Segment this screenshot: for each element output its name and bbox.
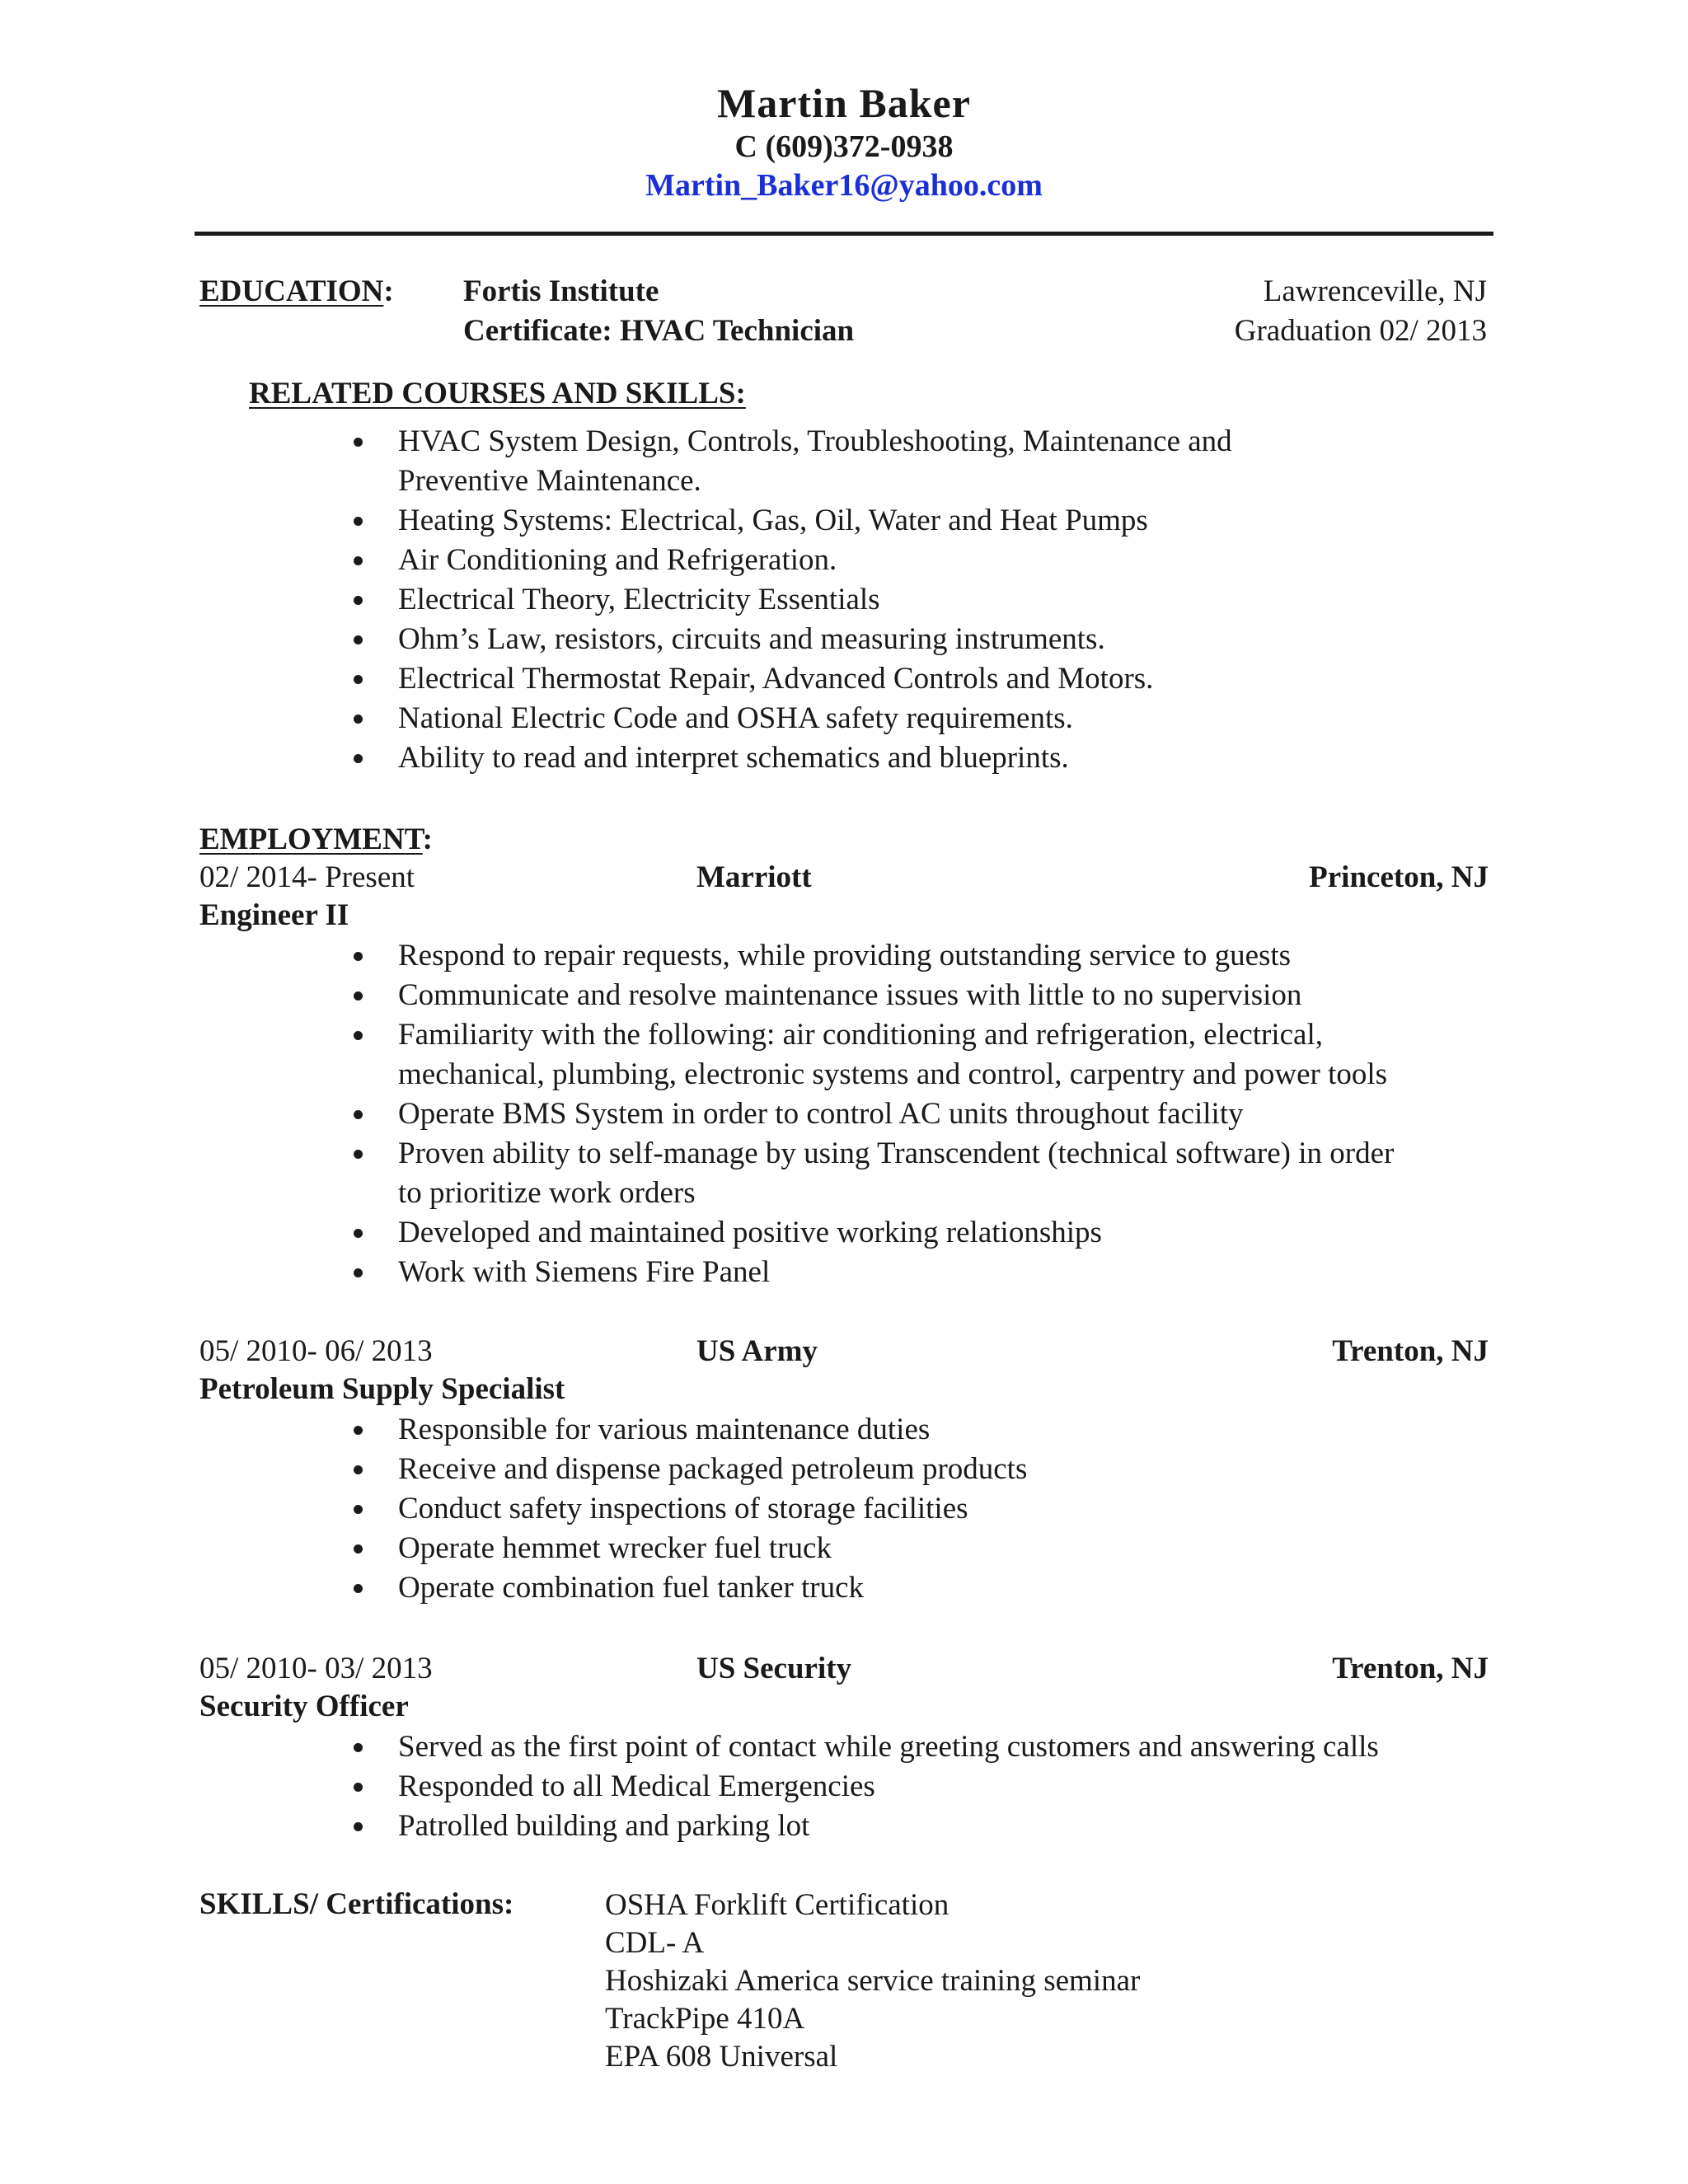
bullet-icon — [354, 1783, 363, 1792]
list-item — [398, 541, 1232, 580]
skills-heading: SKILLS/ Certifications: — [199, 1887, 514, 1921]
courses-list — [398, 422, 1232, 778]
list-item — [398, 501, 1232, 541]
bullet-icon — [354, 1268, 363, 1277]
list-item-line: Patrolled building and parking lot — [398, 1809, 810, 1843]
list-item-line: Heating Systems: Electrical, Gas, Oil, Water and Heat Pumps — [398, 504, 1148, 537]
skill-item: Hoshizaki America service training seminar — [605, 1964, 1141, 1998]
list-item — [398, 1807, 1379, 1846]
job-title: Petroleum Supply Specialist — [199, 1372, 565, 1406]
list-item-line: Ability to read and interpret schematics and blueprints. — [398, 741, 1069, 775]
job-location: Trenton, NJ — [1332, 1334, 1489, 1368]
list-item-line: Operate BMS System in order to control AC units throughout facility — [398, 1097, 1244, 1131]
bullet-icon — [354, 438, 363, 447]
bullet-icon — [354, 675, 363, 684]
list-item-line: National Electric Code and OSHA safety requirements. — [398, 701, 1073, 735]
bullet-icon — [354, 1544, 363, 1554]
bullet-icon — [354, 596, 363, 605]
bullet-icon — [354, 754, 363, 763]
job-employer: US Army — [696, 1334, 818, 1368]
bullet-icon — [354, 1150, 363, 1159]
job-location: Princeton, NJ — [1309, 860, 1489, 894]
list-item — [398, 699, 1232, 738]
candidate-name: Martin Baker — [717, 80, 971, 126]
list-item — [398, 976, 1394, 1015]
bullet-icon — [354, 991, 363, 1001]
list-item — [398, 1767, 1379, 1807]
list-item-line: Air Conditioning and Refrigeration. — [398, 543, 837, 577]
list-item-line: Respond to repair requests, while providing outstanding service to guests — [398, 939, 1292, 972]
skill-item: OSHA Forklift Certification — [605, 1888, 950, 1922]
list-item-line: Operate combination fuel tanker truck — [398, 1571, 865, 1605]
job-duties-list — [398, 1410, 1027, 1608]
list-item-line: Ohm’s Law, resistors, circuits and measuring instruments. — [398, 622, 1105, 656]
job-employer: Marriott — [696, 860, 812, 894]
certificate: Certificate: HVAC Technician — [463, 314, 855, 348]
job-dates: 05/ 2010- 06/ 2013 — [199, 1334, 433, 1368]
bullet-icon — [354, 556, 363, 565]
skill-item: EPA 608 Universal — [605, 2040, 838, 2074]
skill-item: CDL- A — [605, 1926, 705, 1960]
list-item — [398, 1529, 1027, 1568]
job-duties-list — [398, 1727, 1379, 1846]
bullet-icon — [354, 1584, 363, 1593]
list-item — [398, 1253, 1394, 1292]
list-item-line: Proven ability to self-manage by using Transcendent (technical software) in order — [398, 1137, 1395, 1170]
employment-heading-text: EMPLOYMENT — [199, 823, 423, 856]
bullet-icon — [354, 715, 363, 724]
bullet-icon — [354, 1822, 363, 1831]
list-item-line: Conduct safety inspections of storage facilities — [398, 1492, 968, 1526]
skill-item: TrackPipe 410A — [605, 2002, 805, 2036]
bullet-icon — [354, 1031, 363, 1040]
list-item-line: Familiarity with the following: air conditioning and refrigeration, electrical, — [398, 1018, 1323, 1052]
bullet-icon — [354, 1743, 363, 1752]
job-dates: 02/ 2014- Present — [199, 860, 415, 894]
phone-number: C (609)372-0938 — [734, 129, 954, 164]
skills-list — [605, 1886, 1140, 2076]
job-title: Security Officer — [199, 1690, 409, 1723]
school-location: Lawrenceville, NJ — [1263, 274, 1487, 308]
courses-heading-text: RELATED COURSES AND SKILLS: — [249, 377, 746, 410]
list-item-line: HVAC System Design, Controls, Troubleshooting, Maintenance and — [398, 424, 1232, 458]
job-location: Trenton, NJ — [1332, 1652, 1489, 1685]
list-item-line: Communicate and resolve maintenance issues with little to no supervision — [398, 978, 1302, 1012]
list-item — [398, 936, 1394, 976]
bullet-icon — [354, 635, 363, 644]
bullet-icon — [354, 1426, 363, 1435]
job-title: Engineer II — [199, 898, 349, 932]
list-item-line: Responsible for various maintenance duties — [398, 1413, 931, 1446]
education-heading — [199, 274, 394, 309]
courses-heading — [249, 376, 746, 411]
list-item — [398, 659, 1232, 699]
list-item-line: Responded to all Medical Emergencies — [398, 1769, 875, 1803]
list-item-line: mechanical, plumbing, electronic systems and control, carpentry and power tools — [398, 1057, 1388, 1091]
job-duties-list — [398, 936, 1394, 1292]
list-item — [398, 580, 1232, 620]
school-name: Fortis Institute — [463, 274, 659, 308]
list-item-line: Receive and dispense packaged petroleum products — [398, 1452, 1028, 1486]
education-heading-text: EDUCATION — [199, 274, 384, 308]
bullet-icon — [354, 1110, 363, 1119]
education-heading-colon: : — [383, 274, 394, 308]
list-item — [398, 1450, 1027, 1489]
graduation-date: Graduation 02/ 2013 — [1234, 314, 1487, 348]
list-item-line: Developed and maintained positive working relationships — [398, 1216, 1102, 1249]
bullet-icon — [354, 1465, 363, 1474]
list-item-line: Operate hemmet wrecker fuel truck — [398, 1531, 832, 1565]
employment-heading-colon: : — [422, 823, 433, 856]
list-item — [398, 1134, 1394, 1213]
list-item-line: Served as the first point of contact while greeting customers and answering calls — [398, 1730, 1379, 1764]
list-item — [398, 738, 1232, 778]
list-item-line: Preventive Maintenance. — [398, 464, 701, 498]
list-item-line: to prioritize work orders — [398, 1176, 696, 1210]
bullet-icon — [354, 952, 363, 961]
list-item-line: Electrical Thermostat Repair, Advanced Controls and Motors. — [398, 662, 1154, 696]
email-link[interactable]: Martin_Baker16@yahoo.com — [645, 168, 1043, 203]
list-item-line: Electrical Theory, Electricity Essentials — [398, 583, 880, 616]
bullet-icon — [354, 1229, 363, 1238]
list-item — [398, 1489, 1027, 1529]
employment-heading — [199, 822, 433, 857]
job-dates: 05/ 2010- 03/ 2013 — [199, 1652, 433, 1685]
list-item-line: Work with Siemens Fire Panel — [398, 1255, 771, 1289]
list-item — [398, 1094, 1394, 1134]
bullet-icon — [354, 1505, 363, 1514]
list-item — [398, 422, 1232, 501]
list-item — [398, 620, 1232, 659]
header-divider — [195, 232, 1493, 236]
list-item — [398, 1727, 1379, 1767]
bullet-icon — [354, 517, 363, 526]
job-employer: US Security — [696, 1652, 852, 1685]
list-item — [398, 1015, 1394, 1094]
list-item — [398, 1213, 1394, 1253]
list-item — [398, 1410, 1027, 1450]
list-item — [398, 1568, 1027, 1608]
